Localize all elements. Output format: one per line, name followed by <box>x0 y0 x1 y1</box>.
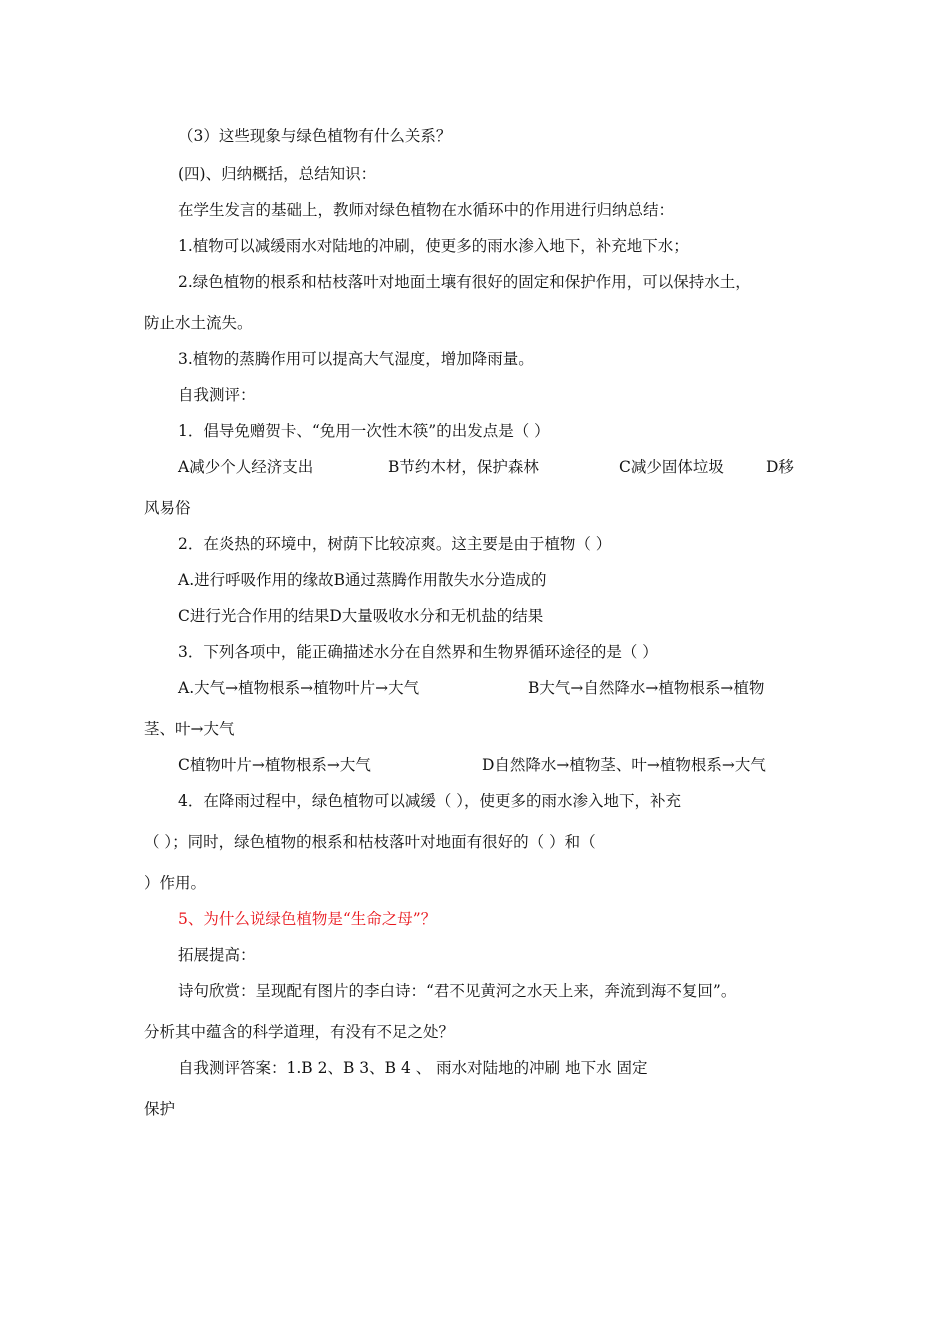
test-4-line-3: ）作用。 <box>144 874 207 892</box>
summary-intro: 在学生发言的基础上，教师对绿色植物在水循环中的作用进行归纳总结： <box>178 201 675 219</box>
test-4-line-1: 4．在降雨过程中，绿色植物可以减缓（ ），使更多的雨水渗入地下，补充 <box>178 792 682 810</box>
section-4-heading: (四)、归纳概括，总结知识： <box>178 165 377 183</box>
self-test-heading: 自我测评： <box>178 386 256 404</box>
poem-analysis: 分析其中蕴含的科学道理，有没有不足之处？ <box>144 1023 455 1041</box>
summary-point-3: 3.植物的蒸腾作用可以提高大气湿度，增加降雨量。 <box>178 350 534 368</box>
test-3-option-d: D自然降水→植物茎、叶→植物根系→大气 <box>482 756 766 774</box>
test-3-option-c: C植物叶片→植物根系→大气 <box>178 756 371 774</box>
answer-key-cont: 保护 <box>144 1100 176 1118</box>
question-3: （3）这些现象与绿色植物有什么关系？ <box>178 127 452 145</box>
test-2-question: 2．在炎热的环境中，树荫下比较凉爽。这主要是由于植物（ ） <box>178 535 612 553</box>
summary-point-2: 2.绿色植物的根系和枯枝落叶对地面土壤有很好的固定和保护作用，可以保持水土， <box>178 273 751 291</box>
extension-heading: 拓展提高： <box>178 946 256 964</box>
summary-point-1: 1.植物可以减缓雨水对陆地的冲刷，使更多的雨水渗入地下，补充地下水； <box>178 237 689 255</box>
test-1-option-c: C减少固体垃圾 <box>619 458 724 476</box>
test-1-question: 1．倡导免赠贺卡、“免用一次性木筷”的出发点是（ ） <box>178 422 550 440</box>
test-3-option-a: A.大气→植物根系→植物叶片→大气 <box>178 679 420 697</box>
answer-key: 自我测评答案：1.B 2、B 3、B 4 、 雨水对陆地的冲刷 地下水 固定 <box>178 1059 648 1077</box>
test-1-option-a: A减少个人经济支出 <box>178 458 314 476</box>
test-3-option-b: B大气→自然降水→植物根系→植物 <box>528 679 765 697</box>
test-3-option-b-cont: 茎、叶→大气 <box>144 720 235 738</box>
test-3-question: 3．下列各项中，能正确描述水分在自然界和生物界循环途径的是（ ） <box>178 643 658 661</box>
poem-appreciation: 诗句欣赏：呈现配有图片的李白诗：“君不见黄河之水天上来，奔流到海不复回”。 <box>178 982 737 1000</box>
test-4-line-2: （ ）；同时，绿色植物的根系和枯枝落叶对地面有很好的（ ）和（ <box>144 833 596 851</box>
test-1-option-b: B节约木材，保护森林 <box>388 458 539 476</box>
test-1-option-d-cont: 风易俗 <box>144 499 191 517</box>
test-5-question: 5、为什么说绿色植物是“生命之母”？ <box>178 910 437 928</box>
test-2-options-ab: A.进行呼吸作用的缘故B通过蒸腾作用散失水分造成的 <box>178 571 547 589</box>
summary-point-2-cont: 防止水土流失。 <box>144 314 253 332</box>
test-2-options-cd: C进行光合作用的结果D大量吸收水分和无机盐的结果 <box>178 607 544 625</box>
test-1-option-d: D移 <box>766 458 794 476</box>
